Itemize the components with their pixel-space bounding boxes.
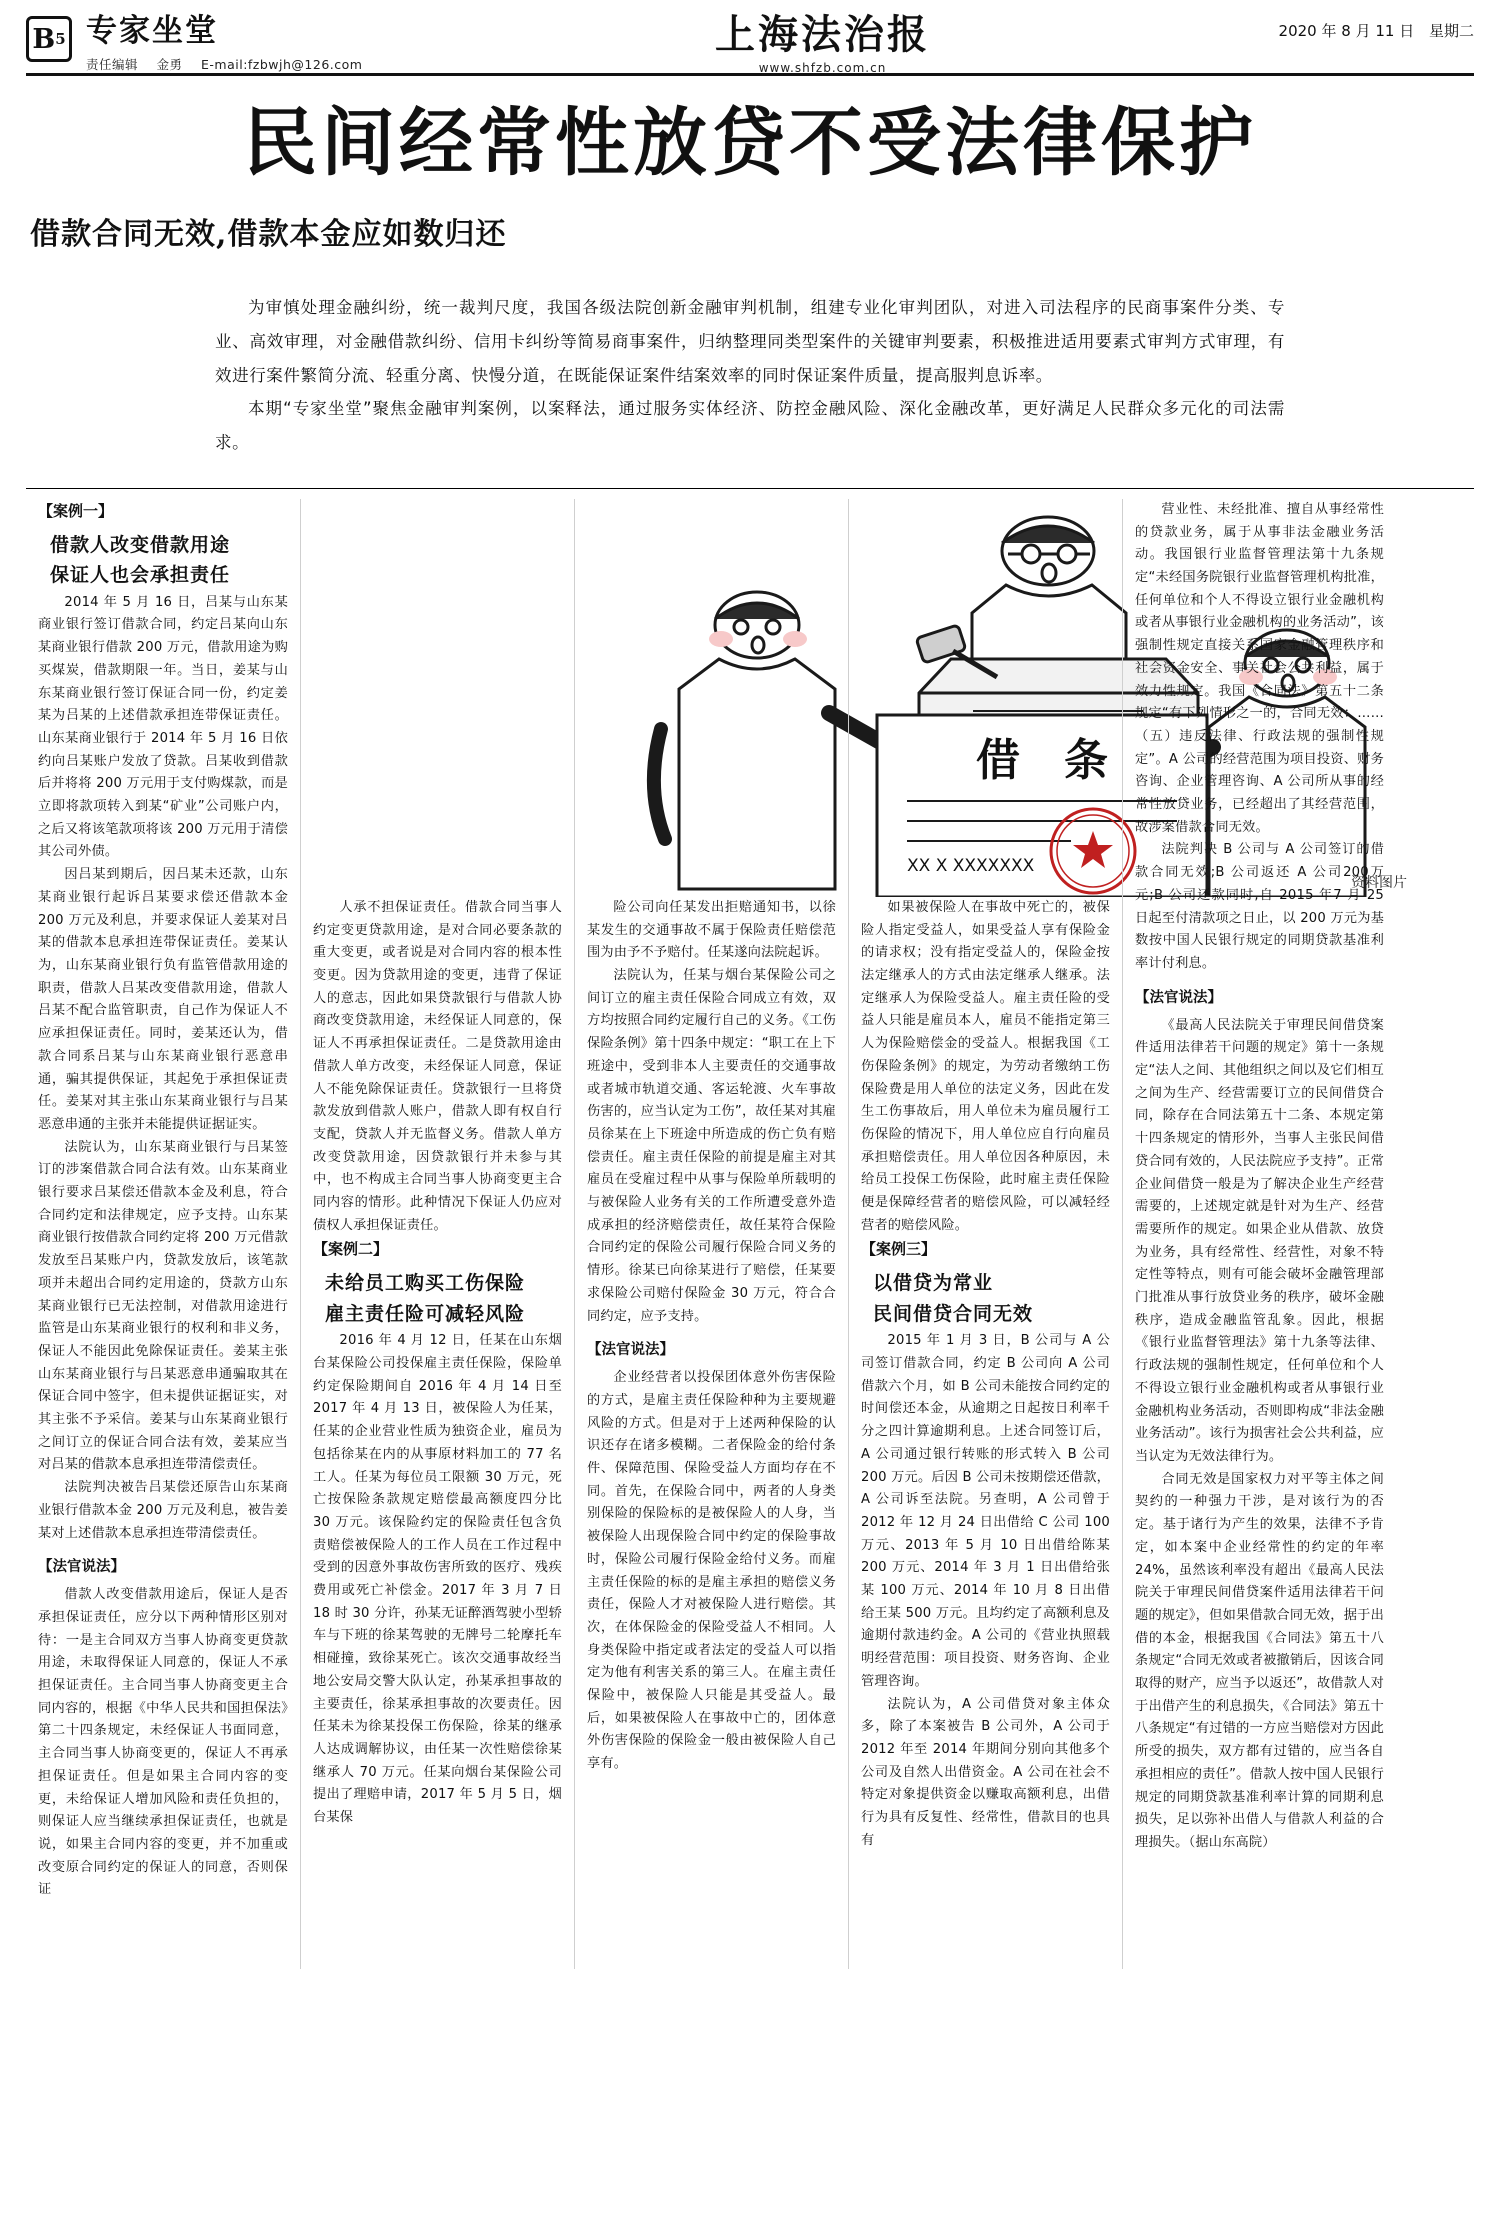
judge-commentary-label-1: 【法官说法】 [38, 1558, 125, 1576]
paragraph: 因吕某到期后，因吕某未还款，山东某商业银行起诉吕某要求偿还借款本金 200 万元及利息，并要求保证人姜某对吕某的借款本息承担连带保证责任。姜某认为，山东某商业银行负有监管借款用途的职责，借款人吕某改变借款用途，借款人吕某不配合监管职责，自己作为保证人不应承担保证责任。同时，姜某还认为，借款合同系吕某与山东某商业银行恶意串通，骗其提供保证，其起免于承担保证责任。姜某对其主张山东某商业银行与吕某恶意串通的主张并未能提供证据证实。 [38, 867, 288, 1132]
publication-date: 2020 年 8 月 11 日 [1278, 22, 1415, 40]
paragraph: 法院认为，山东某商业银行与吕某签订的涉案借款合同合法有效。山东某商业银行要求吕某偿还借款本金及利息，符合合同约定和法律规定，应予支持。山东某商业银行按借款合同约定将 200 万元借款发放至吕某账户内，贷款发放后，该笔款项并未超出合同约定用途的，贷款方山东某商业银行已无法控制，对借款用途进行监管是山东某商业银行的权利和非义务，保证人不能因此免除保证责任。姜某主张山东某商业银行与吕某恶意串通骗取其在保证合同中签字，但未提供证据证实，对其主张不予采信。姜某与山东某商业银行之间订立的保证合同合法有效，姜某应当对吕某的借款本息承担连带清偿责任。 [38, 1139, 288, 1473]
paragraph: 2014 年 5 月 16 日，吕某与山东某商业银行签订借款合同，约定吕某向山东某商业银行借款 200 万元，借款用途为购买煤炭，借款期限一年。当日，姜某与山东某商业银行签订保证合同一份，约定姜某为吕某的上述借款承担连带保证责任。山东某商业银行于 2014 年 5 月 16 日依约向吕某账户发放了贷款。吕某收到借款后并将将 200 万元用于支付购煤款，而是立即将款项转入到某“矿业”公司账户内，之后又将该笔款项将该 200 万元用于清偿其公司外债。 [38, 594, 288, 860]
paragraph: 2016 年 4 月 12 日，任某在山东烟台某保险公司投保雇主责任保险，保险单约定保险期间自 2016 年 4 月 14 日至 2017 年 4 月 13 日，被保险人为任某，任某的企业营业性质为独资企业，雇员为包括徐某在内的从事原材料加工的 77 名工人。任某为每位员工限额 30 万元，死亡按保险条款规定赔偿最高额度四分比 30 万元。该保险约定的保险责任包含负责赔偿被保险人的工作人员在工作过程中受到的因意外事故伤害所致的医疗、残疾费用或死亡补偿金。2017 年 3 月 7 日 18 时 30 分许，孙某无证醉酒驾驶小型轿车与下班的徐某驾驶的无牌号二轮摩托车相碰撞，致徐某死亡。该次交通事故经当地公安局交警大队认定，孙某承担事故的主要责任，徐某承担事故的次要责任。因任某未为徐某投保工伤保险，徐某的继承人达成调解协议，由任某一次性赔偿徐某继承人 70 万元。任某向烟台某保险公司提出了理赔申请，2017 年 5 月 5 日，烟台某保 [313, 1333, 562, 1826]
paragraph: 《最高人民法院关于审理民间借贷案件适用法律若干问题的规定》第十一条规定“法人之间、其他组织之间以及它们相互之间为生产、经营需要订立的民间借贷合同，除存在合同法第五十二条、本规定第十四条规定的情形外，当事人主张民间借贷合同有效的，人民法院应予支持”。正常企业间借贷一般是为了解决企业生产经营需要的，上述规定就是针对为生产、经营需要所作的规定。如果企业从借款、放贷为业务，具有经常性、经营性，对象不特定性等特点，则有可能会破坏金融管理部门批准从事行放贷业务的秩序，破坏金融秩序，造成金融监管乱象。因此，根据《银行业监督管理法》第十九条等法律、行政法规的强制性规定，任何单位和个人不得设立银行业金融机构或者从事银行业金融机构业务活动，否则即构成“非法金融业务活动”。该行为损害社会公共利益，应当认定为无效法律行为。 [1135, 1017, 1384, 1464]
column-4 [848, 499, 1122, 1969]
illustration-caption: 资料图片 [1351, 874, 1407, 891]
article-lead [215, 291, 1285, 460]
paper-name: 上海法治报 [715, 11, 930, 58]
masthead-center [376, 11, 1268, 75]
paper-website-url[interactable]: www.shfzb.com.cn [758, 61, 887, 75]
case-title-2-line1: 未给员工购买工伤保险 [325, 1272, 526, 1295]
masthead-date [1269, 20, 1474, 41]
illustration-spacer [587, 499, 836, 897]
paragraph: 法院认为，任某与烟台某保险公司之间订立的雇主责任保险合同成立有效，双方均按照合同约定履行自己的义务。《工伤保险条例》第十四条中规定：“职工在上下班途中，受到非本人主要责任的交通事故或者城市轨道交通、客运轮渡、火车事故伤害的，应当认定为工伤”，故任某对其雇员徐某在上下班途中所造成的伤亡负有赔偿责任。雇主责任保险的前提是雇主对其雇员在受雇过程中从事与保险单所载明的与被保险人业务有关的工作所遭受意外造成承担的经济赔偿责任，故任某符合保险合同约定的保险公司履行保险合同义务的情形。徐某已向徐某进行了赔偿，任某要求保险公司赔付保险金 30 万元，符合合同约定，应予支持。 [587, 968, 836, 1324]
page-badge-number: 5 [55, 30, 66, 48]
masthead-left [86, 14, 376, 73]
case-title-2-line2: 雇主责任险可减轻风险 [325, 1302, 526, 1325]
page-number-badge [26, 16, 72, 62]
svg-text:借 条: 借 条 [976, 734, 1108, 786]
lead-paragraph-2: 本期“专家坐堂”聚焦金融审判案例，以案释法，通过服务实体经济、防控金融风险、深化金融改革，更好满足人民群众多元化的司法需求。 [215, 399, 1285, 453]
case-title-1-line1: 借款人改变借款用途 [50, 533, 231, 556]
lead-paragraph-1: 为审慎处理金融纠纷，统一裁判尺度，我国各级法院创新金融审判机制，组建专业化审判团队，对进入司法程序的民商事案件分类、专业、高效审理，对金融借款纠纷、信用卡纠纷等简易商事案件，归纳整理同类型案件的关键审判要素，积极推进适用要素式审判方式审理，有效进行案件繁简分流、轻重分离、快慢分道，在既能保证案件结案效率的同时保证案件质量，提高服判息诉率。 [215, 297, 1285, 385]
column-5 [1122, 499, 1396, 1969]
page-badge-letter: B [32, 23, 56, 55]
column-3 [574, 499, 848, 1969]
editor-credit-line [86, 55, 376, 73]
case-label-3: 【案例三】 [861, 1240, 937, 1259]
judge-commentary-label-2: 【法官说法】 [587, 1341, 674, 1359]
case-title-3-line2: 民间借贷合同无效 [873, 1302, 1034, 1325]
publication-weekday: 星期二 [1428, 22, 1474, 40]
judge-commentary-label-3: 【法官说法】 [1135, 988, 1222, 1006]
illustration-spacer [861, 499, 1110, 897]
paragraph: 合同无效是国家权力对平等主体之间契约的一种强力干涉，是对该行为的否定。基于诸行为产生的效果，法律不予肯定，如本案中企业经常性的约定的年率24%，虽然该利率没有超出《最高人民法院关于审理民间借贷案件适用法律若干问题的规定》，但如果借款合同无效，据于出借的本金，根据我国《合同法》第五十八条规定“合同无效或者被撤销后，因该合同取得的财产，应当予以返还”，故借款人对于出借产生的利息损失，《合同法》第五十八条规定“有过错的一方应当赔偿对方因此所受的损失，双方都有过错的，应当各自承担相应的责任”。借款人按中国人民银行规定的同期贷款基准利率计算的同期利息损失，足以弥补出借人与借款人利益的合理损失。（据山东高院） [1135, 1471, 1384, 1850]
illustration-spacer [313, 499, 562, 897]
paragraph: 法院认为，A 公司借贷对象主体众多，除了本案被告 B 公司外，A 公司于 2012 年至 2014 年期间分别向其他多个公司及自然人出借资金。A 公司在社会不特定对象提供资金以赚取高额利息，出借行为具有反复性、经常性，借款目的也具有 [861, 1696, 1110, 1848]
body-divider-rule [26, 488, 1474, 489]
article-subheadline: 借款合同无效,借款本金应如数归还 [30, 216, 507, 252]
paragraph: 2015 年 1 月 3 日，B 公司与 A 公司签订借款合同，约定 B 公司向 A 公司借款六个月，如 B 公司未能按合同约定的时间偿还本金，从逾期之日起按日利率千分之四计算逾期利息。上述合同签订后，A 公司通过银行转账的形式转入 B 公司 200 万元。后因 B 公司未按期偿还借款，A 公司诉至法院。另查明，A 公司曾于 2012 年 12 月 24 日出借给 C 公司 100 万元、2013 年 5 月 10 日出借给陈某 200 万元、2014 年 3 月 1 日出借给张某 100 万元、2014 年 10 月 8 日出借给王某 500 万元。且均约定了高额利息及逾期付款违约金。A 公司的《营业执照载明经营范围：项目投资、财务咨询、企业管理咨询。 [861, 1333, 1111, 1689]
editor-role-label: 责任编辑 [86, 57, 139, 73]
paragraph: 企业经营者以投保团体意外伤害保险的方式，是雇主责任保险种种为主要规避风险的方式。但是对于上述两种保险的认识还存在诸多模糊。二者保险金的给付条件、保障范围、保险受益人方面均存在不同。首先，在保险合同中，两者的人身类别保险的保险标的是被保险人的人身，当被保险人出现保险合同中约定的保险事故时，保险公司履行保险金给付义务。而雇主责任保险的标的是雇主承担的赔偿义务责任，保险人才对被保险人进行赔偿。其次，在体保险金的保险受益人不相同。人身类保险中指定或者法定的受益人可以指定为他有利害关系的第三人。在雇主责任保险中，被保险人只能是其受益人。最后，如果被保险人在事故中亡的，团体意外伤害保险的保险金一般由被保险人自己享有。 [587, 1370, 836, 1772]
svg-text:XX X XXXXXXX: XX X XXXXXXX [907, 855, 1035, 876]
article-headline: 民间经常性放贷不受法律保护 [243, 100, 1257, 186]
article-columns [26, 499, 1474, 1969]
paragraph: 法院判决被告吕某偿还原告山东某商业银行借款本金 200 万元及利息，被告姜某对上述借款本息承担连带清偿责任。 [38, 1480, 288, 1541]
case-title-3-line1: 以借贷为常业 [873, 1272, 994, 1295]
masthead [26, 11, 1474, 76]
column-1 [26, 499, 300, 1969]
case-title-1-line2: 保证人也会承担责任 [50, 564, 231, 587]
case-label-2: 【案例二】 [313, 1240, 389, 1259]
paragraph: 如果被保险人在事故中死亡的，被保险人指定受益人，如果受益人享有保险金的请求权；没有指定受益人的，保险金按法定继承人的方式由法定继承人继承。法定继承人为保险受益人。雇主责任险的受益人只能是雇员本人，雇员不能指定第三人为保险赔偿金的受益人。根据我国《工伤保险条例》的规定，为劳动者缴纳工伤保险费是用人单位的法定义务，因此在发生工伤事故后，用人单位未为雇员履行工伤保险的情况下，用人单位应自行向雇员承担赔偿责任。用人单位因各种原因，未给员工投保工伤保险，此时雇主责任保险便是保障经营者的赔偿风险，可以减轻经营者的赔偿风险。 [861, 899, 1110, 1233]
paragraph: 法院判决 B 公司与 A 公司签订的借款合同无效;B 公司返还 A 公司200万元;B 公司还款同时,自 2015 年7 月 25 日起至付清款项之日止，以 200 万元为基数按中国人民银行规定的同期贷款基准利率计付利息。 [1135, 842, 1384, 971]
section-title: 专家坐堂 [86, 13, 218, 49]
editor-email: E-mail:fzbwjh@126.com [201, 57, 363, 73]
paragraph: 营业性、未经批准、擅自从事经常性的贷款业务，属于从事非法金融业务活动。我国银行业监督管理法第十九条规定“未经国务院银行业监督管理机构批准，任何单位和个人不得设立银行业金融机构或者从事银行业金融机构的业务活动”，该强制性规定直接关系国家金融管理秩序和社会资金安全、事关社会公共利益，属于效力性规定。我国《合同法》第五十二条规定“有下列情形之一的，合同无效：……（五）违反法律、行政法规的强制性规定”。A 公司的经营范围为项目投资、财务咨询、企业管理咨询、A 公司所从事的经常性放贷业务，已经超出了其经营范围，故涉案借款合同无效。 [1135, 501, 1384, 835]
case-label-1: 【案例一】 [38, 501, 114, 520]
paragraph: 人承不担保证责任。借款合同当事人约定变更贷款用途，是对合同必要条款的重大变更，或者说是对合同内容的根本性变更。因为贷款用途的变更，违背了保证人的意志，因此如果贷款银行与借款人协商改变贷款用途，未经保证人同意的，保证人不再承担保证责任。二是贷款用途由借款人单方改变，未经保证人同意，保证人不能免除保证责任。贷款银行一旦将贷款发放到借款人账户，借款人即有权自行支配，贷款人并无监督义务。借款人单方改变贷款用途，因贷款银行并未参与其中，也不构成主合同当事人协商变更主合同内容的情形。此种情况下保证人仍应对债权人承担保证责任。 [313, 899, 562, 1233]
paragraph: 借款人改变借款用途后，保证人是否承担保证责任，应分以下两种情形区别对待：一是主合同双方当事人协商变更贷款用途，未取得保证人同意的，保证人不承担保证责任。主合同当事人协商变更主合同内容的，根据《中华人民共和国担保法》第二十四条规定，未经保证人书面同意，主合同当事人协商变更的，保证人不再承担保证责任。但是如果主合同内容的变更，未给保证人增加风险和责任负担的，则保证人应当继续承担保证责任，也就是说，如果主合同内容的变更，并不加重或改变原合同约定的保证人的同意，否则保证 [38, 1587, 288, 1898]
editor-name: 金勇 [156, 57, 183, 73]
paragraph: 险公司向任某发出拒赔通知书，以徐某发生的交通事故不属于保险责任赔偿范围为由予不予赔付。任某遂向法院起诉。 [587, 899, 836, 961]
